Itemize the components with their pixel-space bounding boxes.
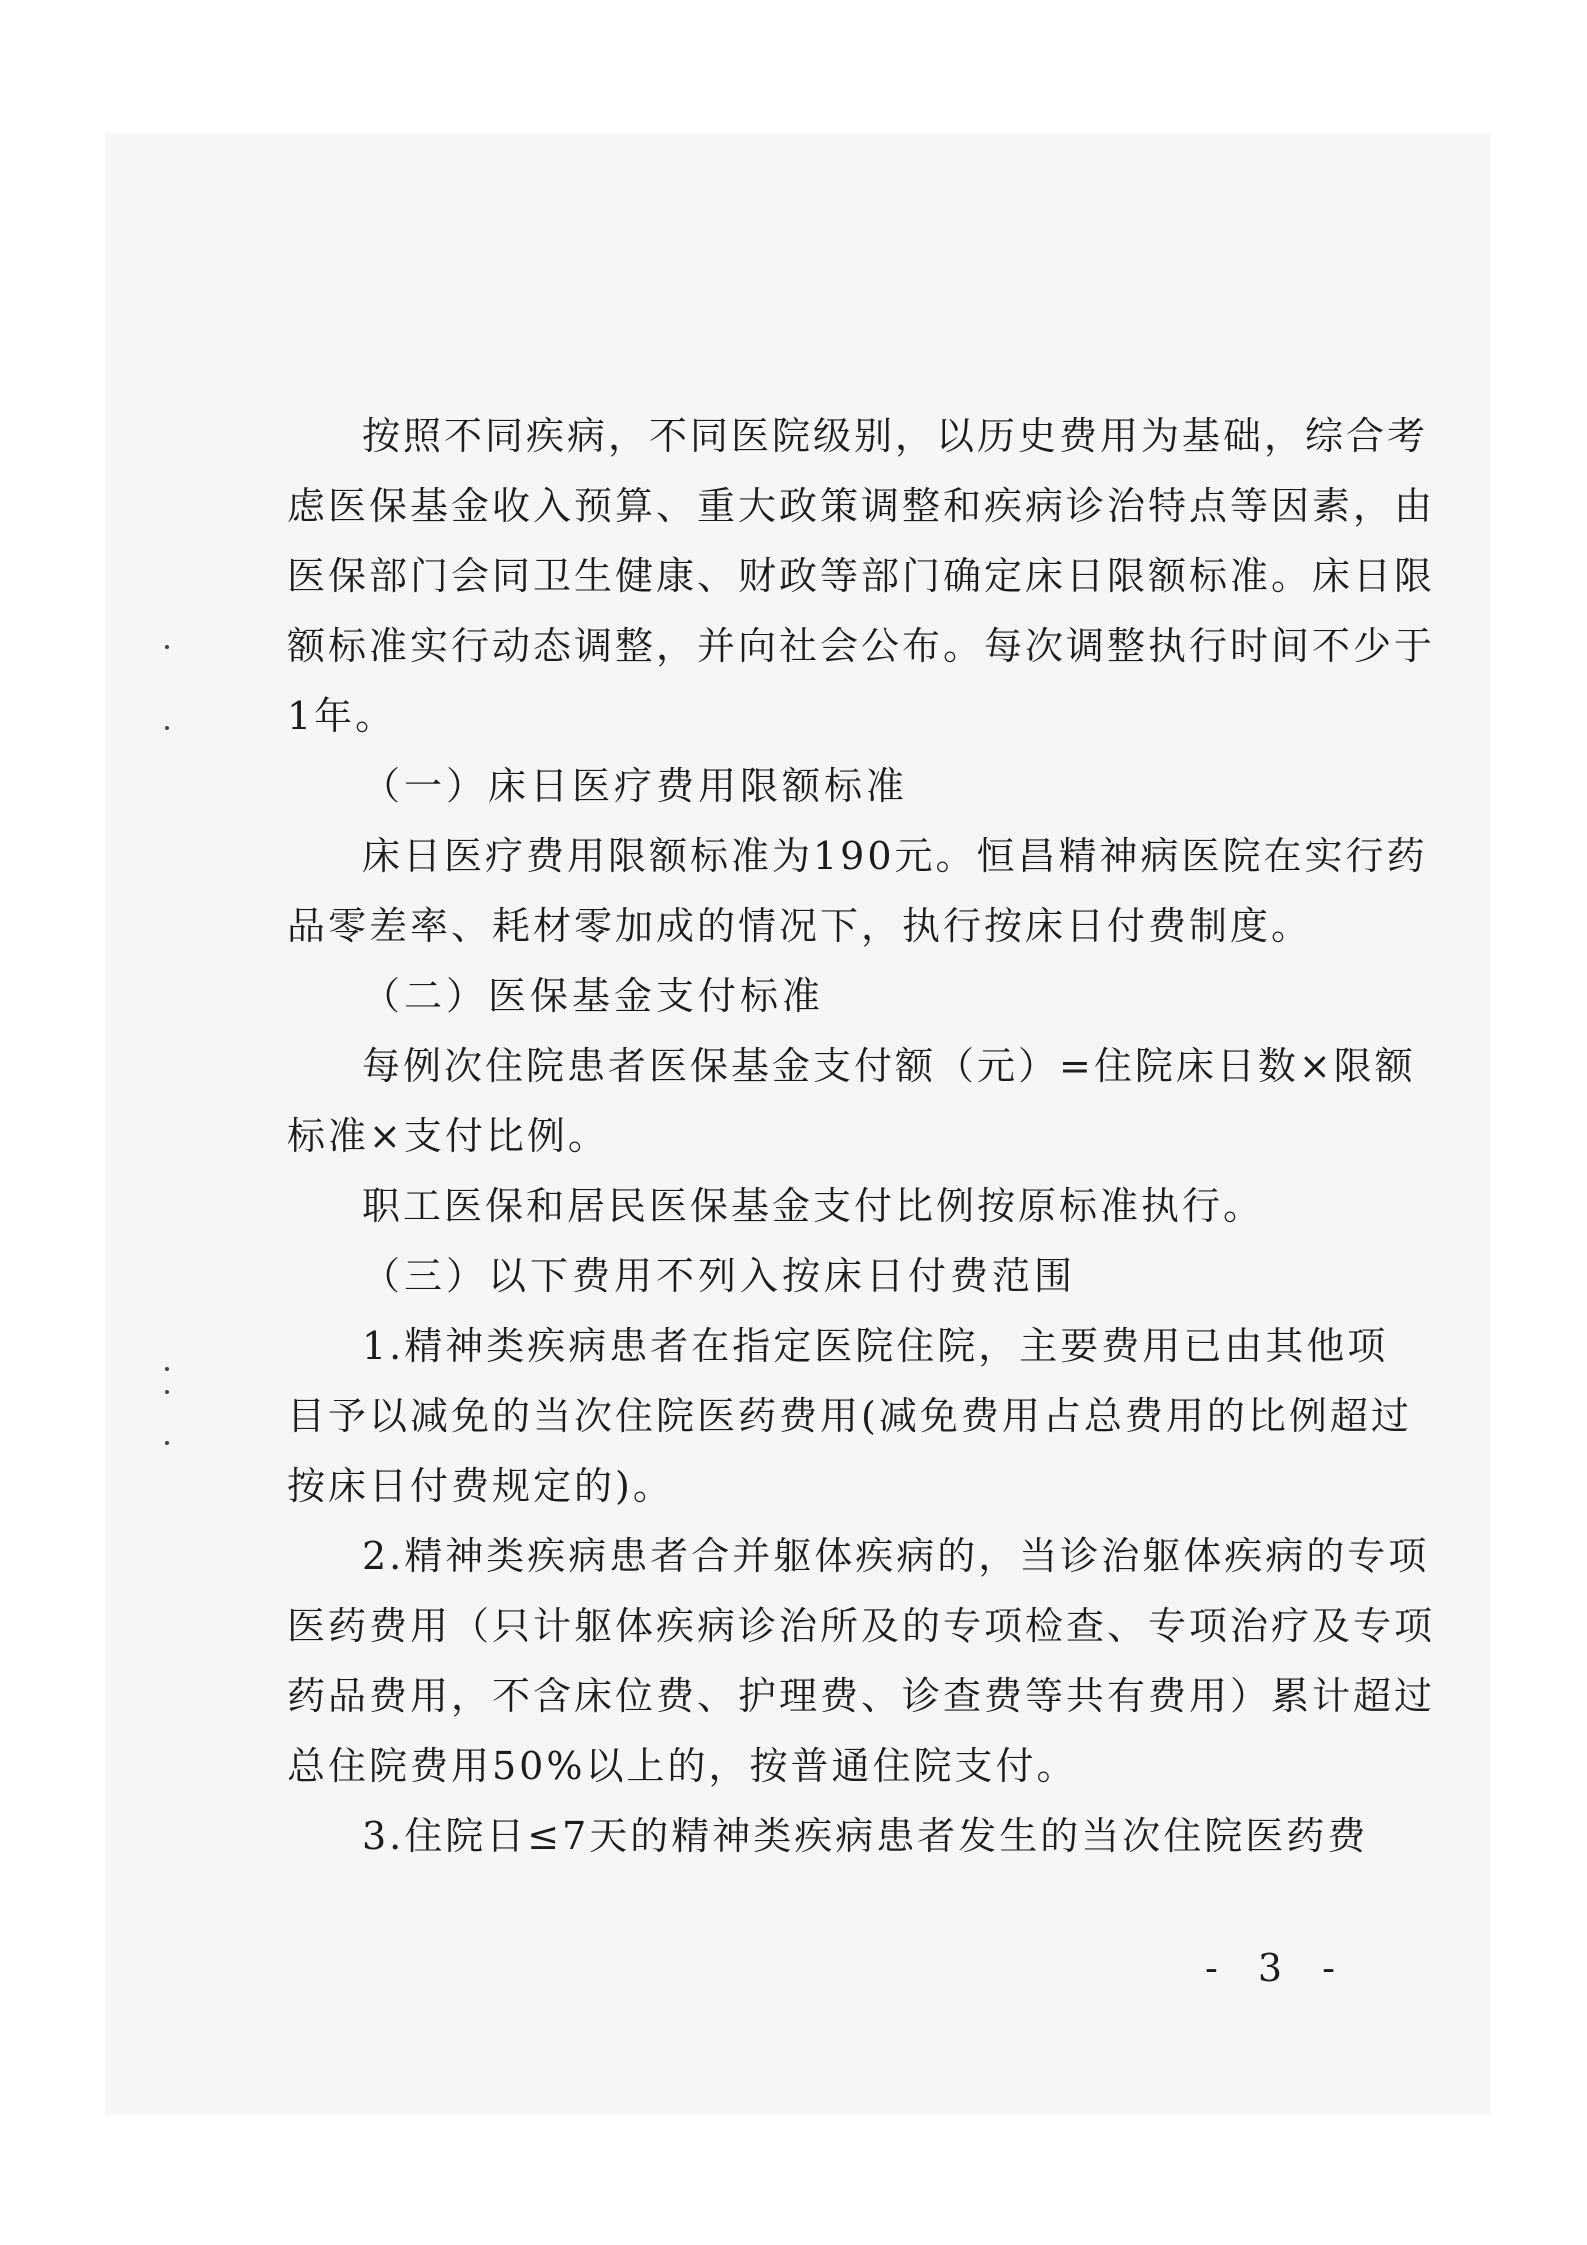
list-item-line: 按床日付费规定的)。 <box>287 1464 674 1508</box>
paragraph-line: 额标准实行动态调整，并向社会公布。每次调整执行时间不少于 <box>287 624 1436 668</box>
section-heading-1: （一）床日医疗费用限额标准 <box>362 764 909 808</box>
binding-mark <box>165 1441 169 1445</box>
section-heading-3: （三）以下费用不列入按床日付费范围 <box>362 1254 1077 1298</box>
binding-mark <box>165 726 169 730</box>
page-number: - 3 - <box>1205 1946 1350 1990</box>
binding-mark <box>165 1367 169 1371</box>
section-heading-2: （二）医保基金支付标准 <box>362 974 825 1018</box>
paragraph-line: 床日医疗费用限额标准为190元。恒昌精神病医院在实行药 <box>362 834 1428 878</box>
list-item-line: 医药费用（只计躯体疾病诊治所及的专项检查、专项治疗及专项 <box>287 1604 1436 1648</box>
paragraph-line: 按照不同疾病，不同医院级别，以历史费用为基础，综合考 <box>362 414 1429 458</box>
binding-mark <box>165 1390 169 1394</box>
paragraph-line: 虑医保基金收入预算、重大政策调整和疾病诊治特点等因素，由 <box>287 484 1436 528</box>
list-item-line: 1.精神类疾病患者在指定医院住院，主要费用已由其他项 <box>362 1324 1389 1368</box>
paragraph-line: 标准×支付比例。 <box>287 1114 609 1158</box>
list-item-line: 2.精神类疾病患者合并躯体疾病的，当诊治躯体疾病的专项 <box>362 1534 1430 1578</box>
paragraph-line: 1年。 <box>287 694 397 738</box>
list-item-line: 药品费用，不含床位费、护理费、诊查费等共有费用）累计超过 <box>287 1674 1436 1718</box>
list-item-line: 总住院费用50%以上的，按普通住院支付。 <box>287 1744 1078 1788</box>
paragraph-line: 每例次住院患者医保基金支付额（元）=住院床日数×限额 <box>362 1044 1416 1088</box>
binding-mark <box>165 645 169 649</box>
paragraph-line: 品零差率、耗材零加成的情况下，执行按床日付费制度。 <box>287 904 1313 948</box>
paragraph-line: 医保部门会同卫生健康、财政等部门确定床日限额标准。床日限 <box>287 554 1436 598</box>
list-item-line: 目予以减免的当次住院医药费用(减免费用占总费用的比例超过 <box>287 1394 1412 1438</box>
paragraph-line: 职工医保和居民医保基金支付比例按原标准执行。 <box>362 1184 1265 1228</box>
list-item-line: 3.住院日≤7天的精神类疾病患者发生的当次住院医药费 <box>362 1814 1369 1858</box>
